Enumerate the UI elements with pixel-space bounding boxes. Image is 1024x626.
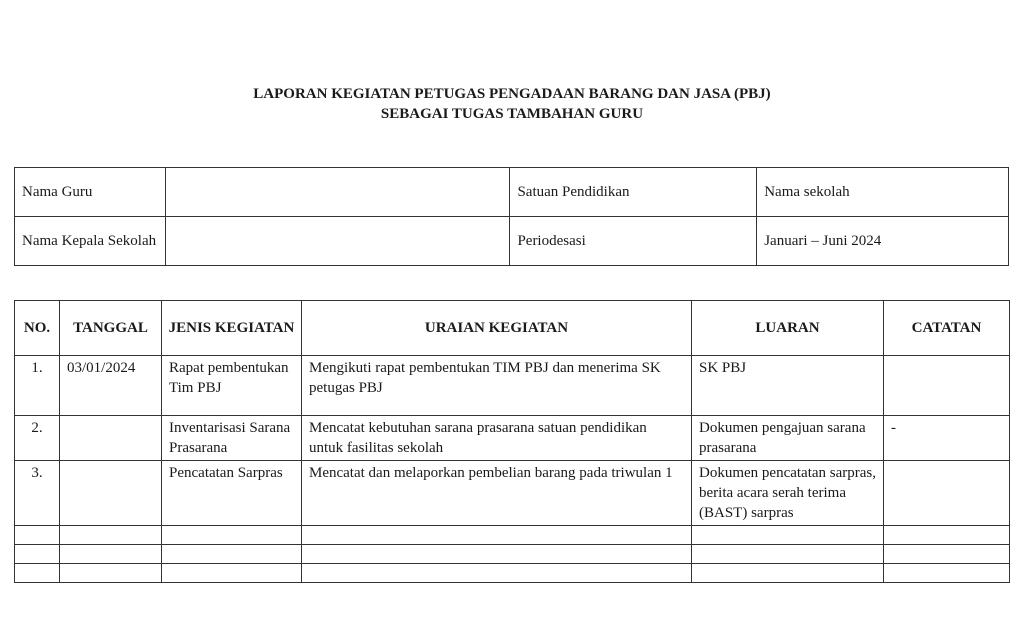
empty-cell xyxy=(60,564,162,583)
row-luaran: SK PBJ xyxy=(692,356,884,416)
empty-cell xyxy=(692,526,884,545)
row-catatan xyxy=(884,356,1010,416)
report-title xyxy=(0,84,1024,124)
row-luaran: Dokumen pengajuan sarana prasarana xyxy=(692,416,884,461)
header-tanggal: TANGGAL xyxy=(60,301,162,356)
nama-kepala-label: Nama Kepala Sekolah xyxy=(15,217,166,266)
row-tanggal xyxy=(60,416,162,461)
empty-cell xyxy=(884,564,1010,583)
row-jenis: Rapat pembentukan Tim PBJ xyxy=(162,356,302,416)
empty-cell xyxy=(884,545,1010,564)
empty-cell xyxy=(162,564,302,583)
nama-guru-value xyxy=(165,168,510,217)
empty-cell xyxy=(60,526,162,545)
periodesasi-value: Januari – Juni 2024 xyxy=(757,217,1009,266)
activity-table xyxy=(14,300,1010,583)
empty-row xyxy=(15,564,1010,583)
row-catatan: - xyxy=(884,416,1010,461)
table-row xyxy=(15,356,1010,416)
empty-cell xyxy=(302,545,692,564)
report-title-line-2: SEBAGAI TUGAS TAMBAHAN GURU xyxy=(380,106,644,122)
activity-header-row xyxy=(15,301,1010,356)
row-no: 1. xyxy=(15,356,60,416)
row-no: 3. xyxy=(15,461,60,526)
row-tanggal xyxy=(60,461,162,526)
empty-cell xyxy=(15,545,60,564)
row-no: 2. xyxy=(15,416,60,461)
identity-row-guru xyxy=(15,168,1009,217)
row-catatan xyxy=(884,461,1010,526)
empty-cell xyxy=(60,545,162,564)
empty-row xyxy=(15,545,1010,564)
periodesasi-label: Periodesasi xyxy=(510,217,757,266)
table-row xyxy=(15,416,1010,461)
empty-cell xyxy=(15,526,60,545)
row-luaran: Dokumen pencatatan sarpras, berita acara serah terima (BAST) sarpras xyxy=(692,461,884,526)
header-luaran: LUARAN xyxy=(692,301,884,356)
empty-cell xyxy=(162,545,302,564)
row-uraian: Mencatat dan melaporkan pembelian barang pada triwulan 1 xyxy=(302,461,692,526)
row-uraian: Mencatat kebutuhan sarana prasarana satuan pendidikan untuk fasilitas sekolah xyxy=(302,416,692,461)
row-tanggal: 03/01/2024 xyxy=(60,356,162,416)
empty-cell xyxy=(302,526,692,545)
identity-table xyxy=(14,167,1009,266)
satuan-pendidikan-value: Nama sekolah xyxy=(757,168,1009,217)
empty-row xyxy=(15,526,1010,545)
empty-cell xyxy=(162,526,302,545)
report-title-line-1: LAPORAN KEGIATAN PETUGAS PENGADAAN BARANG DAN JASA (PBJ) xyxy=(253,86,771,102)
header-jenis-kegiatan: JENIS KEGIATAN xyxy=(162,301,302,356)
empty-cell xyxy=(884,526,1010,545)
empty-cell xyxy=(692,545,884,564)
identity-row-kepala xyxy=(15,217,1009,266)
nama-kepala-value xyxy=(165,217,510,266)
satuan-pendidikan-label: Satuan Pendidikan xyxy=(510,168,757,217)
nama-guru-label: Nama Guru xyxy=(15,168,166,217)
table-row xyxy=(15,461,1010,526)
header-uraian-kegiatan: URAIAN KEGIATAN xyxy=(302,301,692,356)
row-uraian: Mengikuti rapat pembentukan TIM PBJ dan menerima SK petugas PBJ xyxy=(302,356,692,416)
header-catatan: CATATAN xyxy=(884,301,1010,356)
header-no: NO. xyxy=(15,301,60,356)
row-jenis: Pencatatan Sarpras xyxy=(162,461,302,526)
empty-cell xyxy=(692,564,884,583)
empty-cell xyxy=(302,564,692,583)
empty-cell xyxy=(15,564,60,583)
row-jenis: Inventarisasi Sarana Prasarana xyxy=(162,416,302,461)
